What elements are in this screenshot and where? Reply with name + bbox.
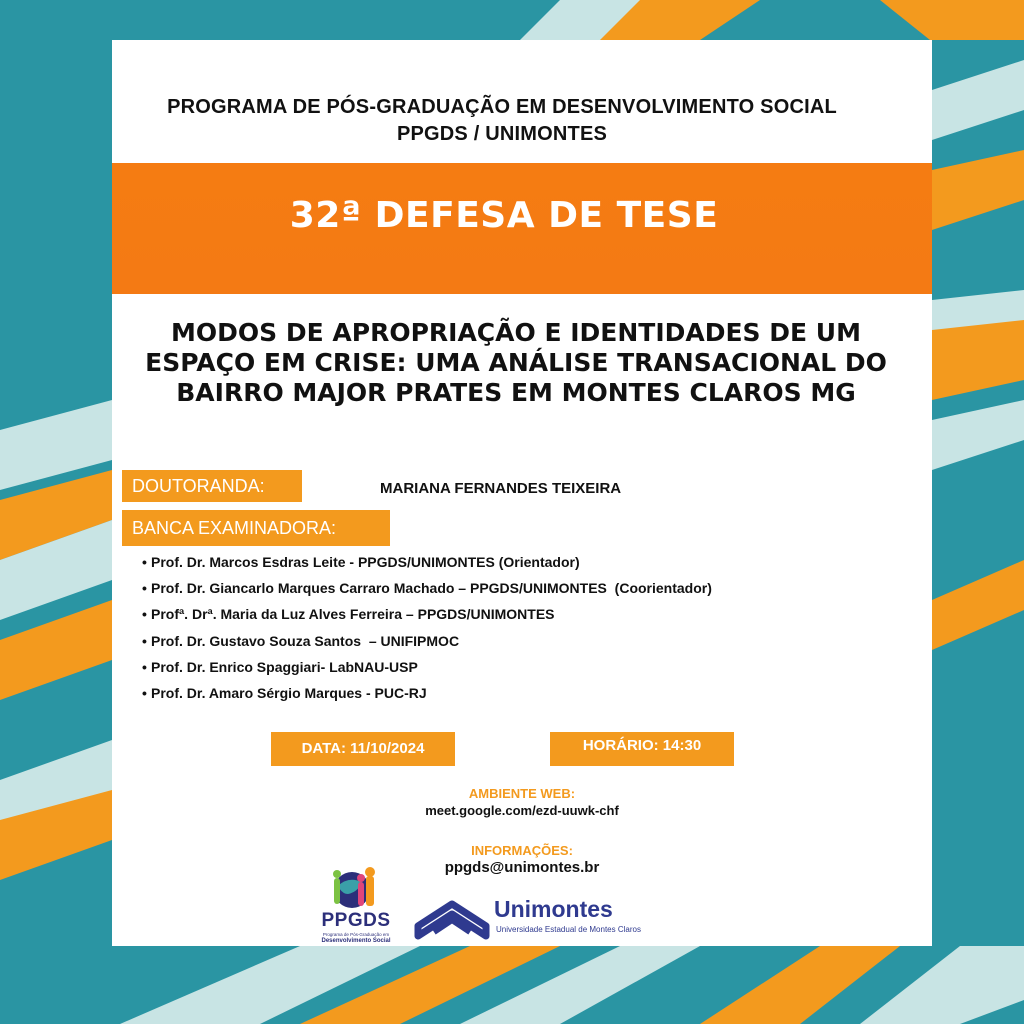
- contact-email[interactable]: ppgds@unimontes.br: [444, 859, 600, 876]
- member-name: Prof. Dr. Enrico Spaggiari- LabNAU-USP: [151, 658, 418, 675]
- list-item: [142, 578, 712, 604]
- member-name: Prof. Dr. Gustavo Souza Santos – UNIFIPMOC: [151, 632, 460, 649]
- list-item: [142, 657, 712, 683]
- list-item: [142, 631, 712, 657]
- ppgds-logo: [308, 864, 404, 946]
- ppgds-logo-subtitle-2: Desenvolvimento Social: [321, 938, 391, 944]
- member-name: Prof. Dr. Giancarlo Marques Carraro Machado – PPGDS/UNIMONTES (Coorientador): [151, 580, 712, 597]
- web-label: AMBIENTE WEB:: [468, 786, 576, 801]
- unimontes-logo: [412, 896, 642, 942]
- ppgds-emblem-icon: [308, 864, 404, 912]
- date-badge: DATA: 11/10/2024: [271, 732, 455, 766]
- info-label: INFORMAÇÕES:: [471, 843, 573, 858]
- title-banner: [112, 163, 932, 294]
- bullet-icon: •: [142, 554, 147, 570]
- time-badge: HORÁRIO: 14:30: [550, 732, 734, 766]
- banca-label: BANCA EXAMINADORA:: [122, 510, 390, 546]
- banner-title: 32ª DEFESA DE TESE: [289, 195, 719, 236]
- bullet-icon: •: [142, 606, 147, 623]
- member-name: Prof. Dr. Amaro Sérgio Marques - PUC-RJ: [151, 684, 427, 701]
- list-item: [142, 552, 712, 578]
- thesis-title: MODOS DE APROPRIAÇÃO E IDENTIDADES DE UM ESPAÇO EM CRISE: UMA ANÁLISE TRANSACIONAL DO BAIRRO MAJOR PRATES EM MONTES CLAROS MG: [145, 318, 887, 407]
- meeting-link[interactable]: meet.google.com/ezd-uuwk-chf: [425, 803, 619, 818]
- doutoranda-label: DOUTORANDA:: [122, 470, 302, 502]
- program-acronym: PPGDS / UNIMONTES: [396, 123, 608, 145]
- bullet-icon: •: [142, 632, 147, 649]
- program-name: PROGRAMA DE PÓS-GRADUAÇÃO EM DESENVOLVIMENTO SOCIAL: [167, 96, 837, 118]
- ppgds-logo-subtitle: Programa de Pós-Graduação em: [322, 932, 390, 937]
- member-name: Profª. Drª. Maria da Luz Alves Ferreira – PPGDS/UNIMONTES: [151, 606, 555, 623]
- list-item: [142, 604, 712, 630]
- list-item: [142, 683, 712, 709]
- member-name: Prof. Dr. Marcos Esdras Leite - PPGDS/UNIMONTES (Orientador): [151, 554, 580, 570]
- banca-members-list: [142, 552, 712, 709]
- unimontes-emblem-icon: [412, 896, 492, 942]
- bullet-icon: •: [142, 658, 147, 675]
- ppgds-logo-text: PPGDS: [321, 910, 391, 931]
- poster-card: [112, 40, 932, 946]
- bullet-icon: •: [142, 580, 147, 597]
- unimontes-logo-text: Unimontes: [494, 896, 613, 922]
- doutoranda-name: MARIANA FERNANDES TEIXEIRA: [380, 480, 622, 497]
- unimontes-logo-subtitle: Universidade Estadual de Montes Claros: [496, 925, 641, 934]
- bullet-icon: •: [142, 684, 147, 701]
